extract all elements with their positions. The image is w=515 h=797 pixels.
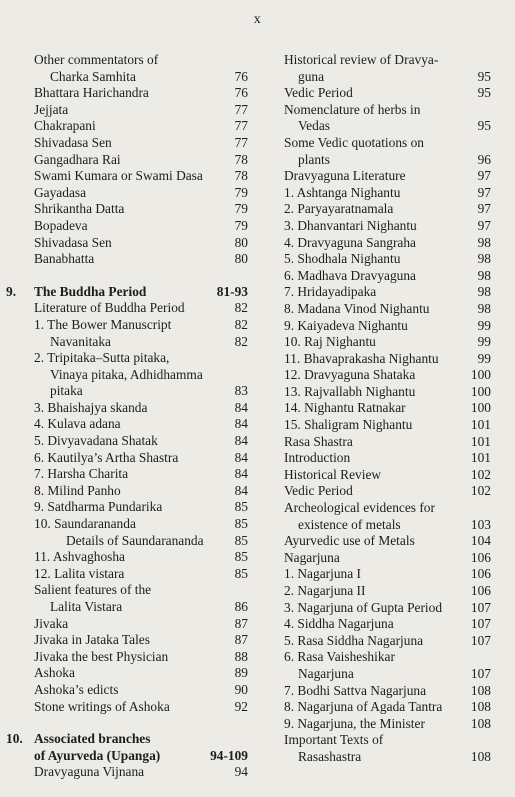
- toc-entry-title: Jejjata: [34, 101, 69, 117]
- toc-entry: [282, 284, 491, 301]
- toc-page-number: 76: [234, 85, 248, 101]
- toc-entry-title: 9. Kaiyadeva Nighantu: [284, 317, 408, 333]
- toc-entry-title: 8. Nagarjuna of Agada Tantra: [284, 699, 443, 715]
- toc-right-column: [282, 52, 491, 766]
- toc-entry: [282, 400, 491, 417]
- toc-entry-title: Vedic Period: [284, 483, 353, 499]
- toc-page-number: 84: [234, 399, 248, 415]
- toc-page-number: 80: [234, 251, 248, 267]
- toc-entry: [6, 699, 248, 716]
- toc-entry-title: Ayurvedic use of Metals: [284, 533, 415, 549]
- toc-entry: [6, 300, 248, 317]
- toc-entry-title: Introduction: [284, 450, 351, 466]
- toc-entry-title: 6. Rasa Vaisheshikar: [284, 649, 395, 665]
- toc-entry: [6, 185, 248, 202]
- toc-page-number: 77: [234, 101, 248, 117]
- toc-entry: [6, 533, 248, 550]
- toc-entry: [6, 466, 248, 483]
- toc-page-number: 100: [470, 367, 491, 383]
- toc-page-number: 77: [234, 118, 248, 134]
- toc-entry-title: Navanitaka: [50, 333, 111, 349]
- toc-page-number: 85: [234, 532, 248, 548]
- toc-page-number: 99: [477, 317, 491, 333]
- section-title: of Ayurveda (Upanga): [34, 747, 161, 763]
- toc-entry-title: 15. Shaligram Nighantu: [284, 417, 413, 433]
- toc-entry-title: 14. Nighantu Ratnakar: [284, 400, 406, 416]
- toc-section-heading: [6, 748, 248, 765]
- toc-entry-title: 10. Raj Nighantu: [284, 334, 376, 350]
- toc-page-number: 99: [477, 350, 491, 366]
- toc-page-number: 104: [470, 533, 491, 549]
- toc-entry-title: 12. Lalita vistara: [34, 565, 125, 581]
- toc-entry: [6, 483, 248, 500]
- toc-page-number: 82: [234, 333, 248, 349]
- toc-page-number: 84: [234, 482, 248, 498]
- toc-entry-title: Nagarjuna: [298, 665, 354, 681]
- toc-entry-title: Vinaya pitaka, Adhidhamma: [50, 366, 203, 382]
- toc-page-number: 85: [234, 499, 248, 515]
- toc-page-number: 79: [234, 184, 248, 200]
- toc-page-number: 82: [234, 300, 248, 316]
- toc-entry-title: 5. Rasa Siddha Nagarjuna: [284, 632, 424, 648]
- toc-entry: [282, 351, 491, 368]
- toc-entry: [282, 566, 491, 583]
- toc-section-heading: [6, 731, 248, 748]
- toc-entry: [282, 666, 491, 683]
- toc-entry: [6, 499, 248, 516]
- toc-entry-title: Other commentators of: [34, 52, 159, 67]
- toc-page-number: 95: [477, 118, 491, 134]
- toc-entry-title: Bopadeva: [34, 217, 88, 233]
- toc-entry-title: 9. Satdharma Pundarika: [34, 499, 163, 515]
- toc-entry: [6, 416, 248, 433]
- toc-entry: [282, 500, 491, 517]
- toc-entry: [6, 566, 248, 583]
- toc-entry-title: Gayadasa: [34, 184, 87, 200]
- toc-entry: [282, 699, 491, 716]
- toc-entry: [6, 85, 248, 102]
- toc-entry-title: 8. Milind Panho: [34, 482, 121, 498]
- toc-entry-title: 5. Shodhala Nighantu: [284, 251, 401, 267]
- toc-entry: [282, 600, 491, 617]
- toc-entry: [282, 268, 491, 285]
- toc-page-number: 102: [470, 483, 491, 499]
- toc-entry: [282, 616, 491, 633]
- toc-page-number: 99: [477, 334, 491, 350]
- toc-entry: [6, 118, 248, 135]
- toc-entry-title: Lalita Vistara: [50, 599, 123, 614]
- toc-entry-title: Ashoka’s edicts: [34, 681, 119, 697]
- toc-entry: [6, 549, 248, 566]
- toc-entry: [6, 218, 248, 235]
- toc-entry-title: Rasashastra: [298, 748, 362, 764]
- toc-entry: [6, 599, 248, 616]
- toc-page-number: 108: [470, 699, 491, 715]
- toc-entry: [6, 52, 248, 69]
- toc-entry-title: [6, 731, 222, 748]
- toc-entry: [282, 434, 491, 451]
- toc-entry-title: 3. Dhanvantari Nighantu: [284, 217, 417, 233]
- toc-entry: [6, 168, 248, 185]
- toc-page-number: 101: [470, 433, 491, 449]
- section-number: 10.: [6, 731, 23, 747]
- toc-entry-title: Vedas: [298, 118, 330, 134]
- toc-entry-title: Archeological evidences for: [284, 500, 435, 516]
- section-number: 9.: [6, 283, 17, 299]
- toc-entry: [6, 764, 248, 781]
- section-title: The Buddha Period: [34, 283, 147, 299]
- toc-page-number: 98: [477, 251, 491, 267]
- toc-page-number: 87: [234, 632, 248, 648]
- toc-entry: [6, 102, 248, 119]
- toc-entry: [282, 69, 491, 86]
- toc-page-number: 85: [234, 549, 248, 565]
- toc-entry-title: plants: [298, 151, 330, 167]
- toc-entry: [6, 135, 248, 152]
- toc-entry: [282, 467, 491, 484]
- toc-entry: [282, 384, 491, 401]
- toc-page-number: 96: [477, 151, 491, 167]
- toc-entry-title: Dravyaguna Literature: [284, 168, 406, 184]
- toc-entry: [6, 616, 248, 633]
- toc-entry-title: Jivaka in Jataka Tales: [34, 632, 150, 648]
- toc-page-number: 78: [234, 151, 248, 167]
- toc-entry-title: Some Vedic quotations on: [284, 134, 424, 150]
- toc-entry-title: Rasa Shastra: [284, 433, 353, 449]
- toc-entry: [6, 665, 248, 682]
- toc-entry: [282, 716, 491, 733]
- toc-page-number: 97: [477, 217, 491, 233]
- toc-entry: [282, 185, 491, 202]
- toc-entry: [282, 152, 491, 169]
- toc-entry: [282, 235, 491, 252]
- toc-page-number: 77: [234, 134, 248, 150]
- toc-entry-title: Vedic Period: [284, 85, 353, 101]
- toc-entry: [282, 749, 491, 766]
- toc-page-number: 101: [470, 417, 491, 433]
- toc-entry: [6, 516, 248, 533]
- toc-page-number: 107: [470, 632, 491, 648]
- toc-page-number: 85: [234, 565, 248, 581]
- toc-page-number: 82: [234, 316, 248, 332]
- toc-entry-title: Chakrapani: [34, 118, 96, 134]
- toc-page-number: 108: [470, 715, 491, 731]
- toc-entry: [282, 649, 491, 666]
- toc-entry-title: 2. Paryayaratnamala: [284, 201, 394, 217]
- toc-page-number: 84: [234, 433, 248, 449]
- toc-entry-title: Historical review of Dravya-: [284, 52, 439, 67]
- toc-entry: [6, 350, 248, 367]
- toc-page-number: 107: [470, 665, 491, 681]
- toc-entry-title: Jivaka: [34, 615, 69, 631]
- toc-entry-title: 11. Bhavaprakasha Nighantu: [284, 350, 439, 366]
- toc-page-number: 106: [470, 549, 491, 565]
- toc-entry-title: Shivadasa Sen: [34, 234, 112, 250]
- toc-page-number: 108: [470, 682, 491, 698]
- toc-entry: [6, 69, 248, 86]
- toc-page-number: 98: [477, 234, 491, 250]
- toc-page-number: 106: [470, 583, 491, 598]
- toc-entry-title: 10. Saundarananda: [34, 516, 136, 532]
- toc-page-number: 88: [234, 648, 248, 664]
- toc-page-number: 76: [234, 68, 248, 84]
- toc-page-number: 85: [234, 516, 248, 532]
- toc-entry-title: 5. Divyavadana Shatak: [34, 433, 158, 449]
- toc-entry: [282, 633, 491, 650]
- toc-entry-title: 2. Nagarjuna II: [284, 583, 366, 598]
- toc-entry: [282, 483, 491, 500]
- toc-page-number: 97: [477, 168, 491, 184]
- toc-entry-title: 7. Hridayadipaka: [284, 284, 377, 300]
- toc-page-number: 102: [470, 466, 491, 482]
- toc-entry-title: 1. The Bower Manuscript: [34, 316, 172, 332]
- toc-page-number: 98: [477, 284, 491, 300]
- toc-entry-title: 13. Rajvallabh Nighantu: [284, 383, 416, 399]
- toc-page-number: 86: [234, 599, 248, 614]
- toc-entry-title: Important Texts of: [284, 732, 384, 748]
- toc-entry-title: 8. Madana Vinod Nighantu: [284, 300, 430, 316]
- toc-entry: [282, 135, 491, 152]
- toc-entry-title: Banabhatta: [34, 251, 95, 267]
- toc-left-column: [6, 52, 248, 781]
- toc-entry-title: 4. Siddha Nagarjuna: [284, 616, 394, 632]
- toc-entry-title: Stone writings of Ashoka: [34, 698, 170, 714]
- toc-entry-title: 2. Tripitaka–Sutta pitaka,: [34, 350, 170, 366]
- toc-page-number: 84: [234, 466, 248, 482]
- toc-page-number: 100: [470, 383, 491, 399]
- toc-entry-title: 6. Kautilya’s Artha Shastra: [34, 449, 179, 465]
- toc-entry-title: Swami Kumara or Swami Dasa: [34, 168, 203, 184]
- toc-entry: [6, 317, 248, 334]
- toc-page-number: 87: [234, 615, 248, 631]
- toc-entry-title: Bhattara Harichandra: [34, 85, 149, 101]
- toc-page-number: 94: [234, 764, 248, 780]
- toc-page-number: 98: [477, 267, 491, 283]
- section-gap: [6, 268, 248, 284]
- toc-entry: [6, 235, 248, 252]
- toc-page-number: 79: [234, 201, 248, 217]
- toc-page-number: 83: [234, 383, 248, 399]
- section-gap: [6, 715, 248, 731]
- toc-page-number: 90: [234, 681, 248, 697]
- toc-entry-title: existence of metals: [298, 516, 401, 532]
- toc-page-number: 84: [234, 449, 248, 465]
- toc-entry: [282, 168, 491, 185]
- toc-entry: [282, 85, 491, 102]
- toc-entry-title: 3. Nagarjuna of Gupta Period: [284, 599, 443, 615]
- toc-entry: [6, 367, 248, 384]
- toc-entry: [6, 582, 248, 599]
- toc-entry-title: guna: [298, 68, 325, 84]
- toc-page-number: 103: [470, 516, 491, 532]
- toc-entry: [282, 118, 491, 135]
- toc-entry: [6, 400, 248, 417]
- toc-entry: [282, 218, 491, 235]
- toc-page-number: 100: [470, 400, 491, 416]
- toc-entry: [6, 682, 248, 699]
- toc-page-number: 98: [477, 300, 491, 316]
- toc-page-number: 95: [477, 68, 491, 84]
- toc-entry-title: Salient features of the: [34, 582, 152, 598]
- toc-entry: [6, 152, 248, 169]
- toc-entry-title: 9. Nagarjuna, the Minister: [284, 715, 425, 731]
- toc-page-number: 78: [234, 168, 248, 184]
- toc-entry-title: Literature of Buddha Period: [34, 300, 185, 316]
- toc-page-number: 89: [234, 665, 248, 681]
- section-title: Associated branches: [34, 731, 151, 747]
- toc-entry-title: [6, 748, 210, 765]
- toc-entry-title: Gangadhara Rai: [34, 151, 121, 167]
- toc-entry-title: Historical Review: [284, 466, 382, 482]
- toc-entry: [6, 649, 248, 666]
- toc-entry-title: 1. Ashtanga Nighantu: [284, 184, 401, 200]
- toc-entry: [282, 334, 491, 351]
- toc-page-number: 92: [234, 698, 248, 714]
- toc-entry: [6, 334, 248, 351]
- toc-entry: [282, 517, 491, 534]
- toc-entry: [282, 102, 491, 119]
- toc-entry: [6, 433, 248, 450]
- toc-entry: [282, 732, 491, 749]
- toc-page-number: 108: [470, 748, 491, 764]
- toc-entry: [282, 52, 491, 69]
- toc-entry-title: 6. Madhava Dravyaguna: [284, 267, 416, 283]
- toc-page-number: 95: [477, 85, 491, 101]
- toc-entry-title: 1. Nagarjuna I: [284, 566, 361, 582]
- toc-entry-title: Ashoka: [34, 665, 75, 681]
- toc-entry-title: Nomenclature of herbs in: [284, 101, 421, 117]
- toc-entry: [282, 201, 491, 218]
- toc-entry: [282, 318, 491, 335]
- toc-entry: [6, 632, 248, 649]
- toc-entry: [282, 683, 491, 700]
- toc-entry: [282, 301, 491, 318]
- toc-entry: [282, 417, 491, 434]
- toc-entry: [282, 450, 491, 467]
- toc-page-number: 101: [470, 450, 491, 466]
- toc-page-number: 107: [470, 599, 491, 615]
- toc-entry-title: Shrikantha Datta: [34, 201, 125, 217]
- toc-page-number: 97: [477, 201, 491, 217]
- toc-page-number: 97: [477, 184, 491, 200]
- toc-page-number: 79: [234, 217, 248, 233]
- toc-entry: [6, 251, 248, 268]
- toc-entry-title: Jivaka the best Physician: [34, 648, 169, 664]
- toc-entry: [282, 533, 491, 550]
- toc-entry-title: Dravyaguna Vijnana: [34, 764, 145, 780]
- toc-entry: [282, 367, 491, 384]
- toc-page-number: 84: [234, 416, 248, 432]
- toc-entry-title: Details of Saundarananda: [66, 532, 204, 548]
- toc-entry-title: Shivadasa Sen: [34, 134, 112, 150]
- toc-entry-title: pitaka: [50, 383, 83, 399]
- toc-entry: [282, 251, 491, 268]
- toc-entry-title: 4. Kulava adana: [34, 416, 121, 432]
- toc-entry: [282, 583, 491, 600]
- toc-page-number: 107: [470, 616, 491, 632]
- toc-entry-title: 7. Harsha Charita: [34, 466, 129, 482]
- toc-page-number: 94-109: [210, 747, 248, 763]
- toc-entry-title: 11. Ashvaghosha: [34, 549, 126, 565]
- toc-page-number: 81-93: [216, 283, 248, 299]
- page-number: x: [253, 12, 262, 27]
- toc-section-heading: [6, 284, 248, 301]
- toc-entry: [6, 450, 248, 467]
- toc-entry-title: Charka Samhita: [50, 68, 136, 84]
- toc-entry-title: 4. Dravyaguna Sangraha: [284, 234, 416, 250]
- toc-entry-title: 7. Bodhi Sattva Nagarjuna: [284, 682, 427, 698]
- toc-entry: [6, 201, 248, 218]
- toc-entry-title: Nagarjuna: [284, 549, 340, 565]
- toc-page-number: 106: [470, 566, 491, 582]
- toc-entry-title: [6, 284, 217, 301]
- toc-entry-title: 3. Bhaishajya skanda: [34, 399, 148, 415]
- toc-entry: [282, 550, 491, 567]
- toc-page-number: 80: [234, 234, 248, 250]
- toc-entry-title: 12. Dravyaguna Shataka: [284, 367, 416, 383]
- toc-entry: [6, 383, 248, 400]
